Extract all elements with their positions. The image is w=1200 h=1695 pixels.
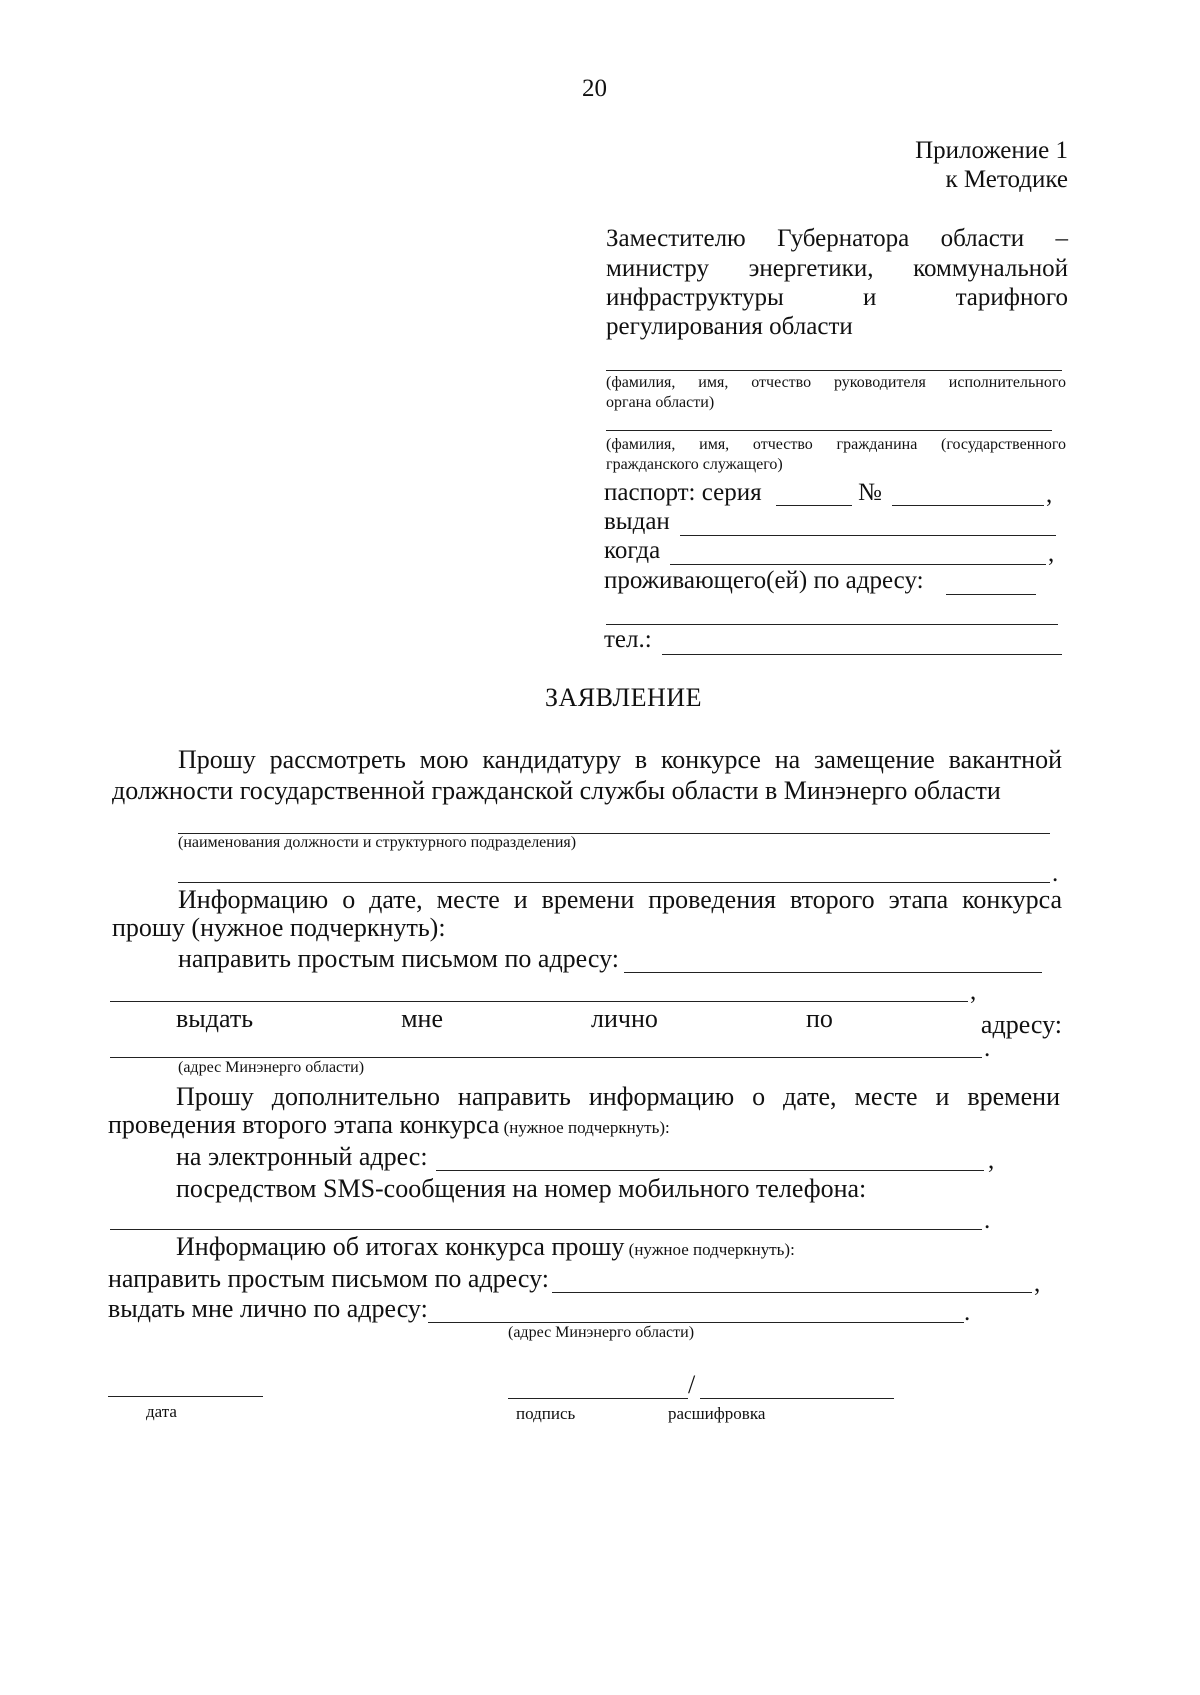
address-line-2 [606,624,1058,625]
email-label: на электронный адрес: [176,1142,428,1171]
mail-line-2 [110,1001,968,1002]
sms-line [110,1229,982,1230]
p1-line1: Прошу рассмотреть мою кандидатуру в конкурсе на замещение вакантной [178,745,1062,774]
p2-line1: Информацию о дате, месте и времени проведения второго этапа конкурса [178,885,1062,914]
position-line-2 [178,882,1050,883]
mail-line-1 [624,972,1042,973]
signature-line [508,1398,688,1399]
mail-label: направить простым письмом по адресу: [178,944,619,973]
sms-period: . [984,1207,991,1234]
when-label: когда [604,537,661,564]
phone-line [662,654,1062,655]
page-number: 20 [582,75,607,102]
position-period: . [1052,860,1059,887]
personal2-line [428,1322,964,1323]
citizen-name-line [606,430,1052,431]
caption-citizen-line2: гражданского служащего) [606,456,783,473]
personal-address-line [110,1057,982,1058]
personal2-period: . [964,1299,971,1326]
date-caption: дата [146,1402,177,1421]
passport-number-label: № [858,479,882,506]
passport-comma: , [1046,481,1053,508]
decoding-line [700,1398,894,1399]
address-line-1 [946,594,1036,595]
phone-label: тел.: [604,626,652,653]
passport-series-label: паспорт: серия [604,479,762,506]
caption-position: (наименования должности и структурного подразделения) [178,834,577,851]
addressee-line2: министру энергетики, коммунальной [606,255,1068,282]
sms-label: посредством SMS-сообщения на номер мобильного телефона: [176,1174,867,1203]
address-label: проживающего(ей) по адресу: [604,567,924,594]
addressee-line1: Заместителю Губернатора области – [606,225,1068,252]
email-line [436,1170,984,1171]
appendix-line1: Приложение 1 [915,137,1068,164]
personal-line: выдать мне лично по адресу: [176,1004,1062,1039]
signature-caption: подпись [516,1404,576,1423]
mail-comma: , [970,978,977,1005]
signature-slash: / [688,1370,696,1399]
mail2-comma: , [1034,1270,1041,1297]
p1-line2: должности государственной гражданской службы области в Минэнерго области [112,776,1001,805]
when-line [670,564,1046,565]
caption-citizen-line1: (фамилия, имя, отчество гражданина (государственного [606,436,1066,453]
when-comma: , [1048,540,1055,567]
p2-line2: прошу (нужное подчеркнуть): [112,913,446,942]
caption-head-line1: (фамилия, имя, отчество руководителя исполнительного [606,374,1066,391]
date-line [108,1396,263,1397]
addressee-line4: регулирования области [606,313,853,340]
issued-label: выдан [604,508,670,535]
document-title: ЗАЯВЛЕНИЕ [545,683,702,712]
appendix-line2: к Методике [945,166,1068,193]
p3-line2: проведения второго этапа конкурса (нужное подчеркнуть): [108,1110,670,1139]
passport-series-line [776,505,852,506]
mail2-line [552,1292,1032,1293]
personal2-label: выдать мне лично по адресу: [108,1294,428,1323]
caption-head-line2: органа области) [606,394,715,411]
mail2-label: направить простым письмом по адресу: [108,1264,549,1293]
issued-line [680,535,1056,536]
personal-period: . [984,1035,991,1062]
caption-minenergo2: (адрес Минэнерго области) [508,1324,695,1341]
caption-minenergo: (адрес Минэнерго области) [178,1059,365,1076]
email-comma: , [988,1147,995,1174]
passport-number-line [892,505,1044,506]
addressee-line3: инфраструктуры и тарифного [606,284,1068,311]
p3-line1: Прошу дополнительно направить информацию о дате, месте и времени [176,1082,1060,1111]
decoding-caption: расшифровка [668,1404,766,1423]
p4-line: Информацию об итогах конкурса прошу (нужное подчеркнуть): [176,1232,795,1261]
head-name-line [606,370,1062,371]
